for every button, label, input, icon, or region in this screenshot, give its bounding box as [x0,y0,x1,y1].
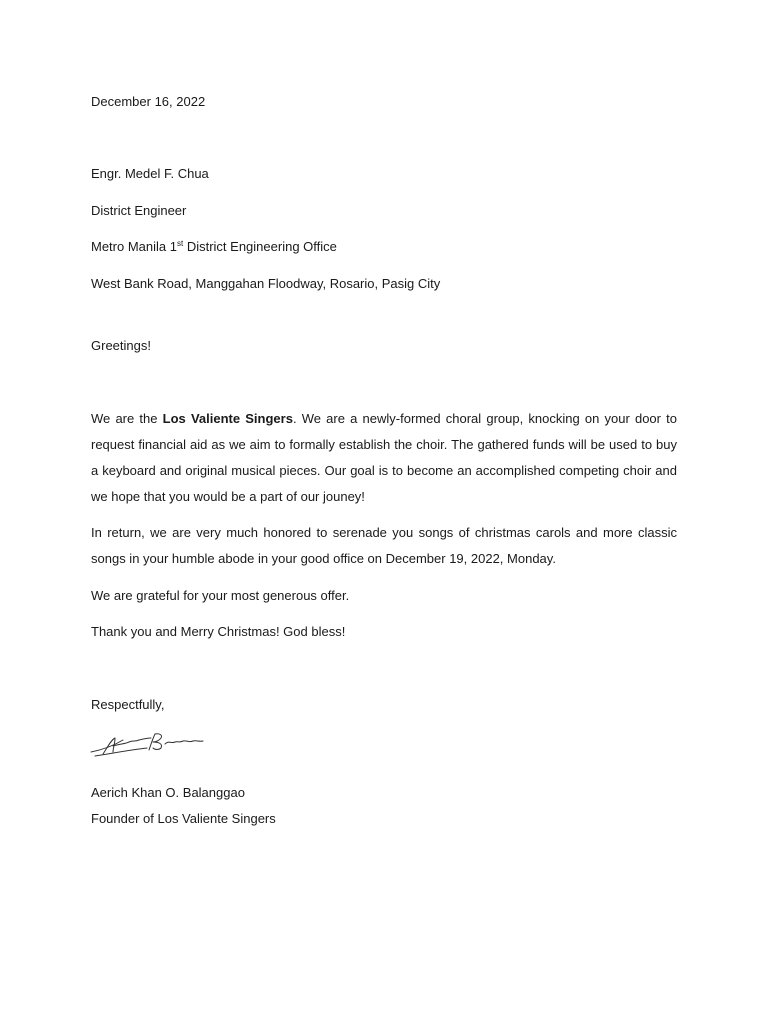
recipient-address: West Bank Road, Manggahan Floodway, Rosario, Pasig City [91,276,441,291]
greeting: Greetings! [91,338,151,353]
letter-date: December 16, 2022 [91,94,206,109]
body-paragraph-2: In return, we are very much honored to serenade you songs of christmas carols and more classic songs in your humble abode in your good office on December 19, 2022, Monday. [91,525,677,566]
recipient-position: District Engineer [91,203,187,218]
closing: Respectfully, [91,697,165,712]
recipient-name: Engr. Medel F. Chua [91,166,209,181]
body-paragraph-3: We are grateful for your most generous offer. [91,588,350,603]
group-name: Los Valiente Singers [162,411,293,426]
signer-title: Founder of Los Valiente Singers [91,811,276,826]
office-suffix: District Engineering Office [183,239,337,254]
p1-start: We are the [91,411,163,426]
office-ordinal-suffix: st [176,239,184,248]
recipient-office [91,239,337,255]
office-prefix: Metro Manila 1 [91,239,177,254]
handwritten-signature [89,728,211,758]
body-paragraph-4: Thank you and Merry Christmas! God bless! [91,624,346,639]
signer-name: Aerich Khan O. Balanggao [91,785,245,800]
body-paragraph-1 [91,406,677,510]
p1-rest: . We are a newly-formed choral group, knocking on your door to request financial aid as we aim to formally establish the choir. The gathered funds will be used to buy a keyboard and original musical pieces. Our goal is to become an accomplished competing choir and we hope that you would be a part of our jouney! [91,411,677,504]
